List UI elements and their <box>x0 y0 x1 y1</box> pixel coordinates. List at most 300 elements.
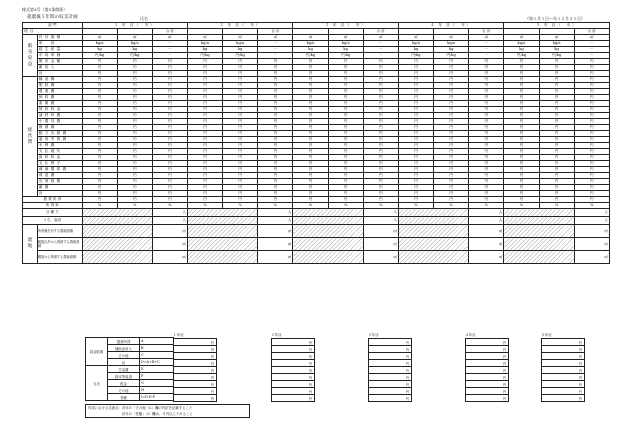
expense-unit-cell: 円 <box>398 77 433 83</box>
labor-unit-cell: 人 <box>363 209 398 217</box>
fund-row-label: 農業所得 <box>108 338 140 345</box>
land-hatched-cell <box>398 251 468 264</box>
expense-unit-cell: 円 <box>398 155 433 161</box>
expense-unit-cell: 円 <box>258 161 293 167</box>
production-unit-cell: 円 <box>328 59 363 65</box>
fund-year-cell: 円 <box>272 374 315 381</box>
rate-unit-cell: % <box>117 203 152 209</box>
expense-unit-cell: 円 <box>187 89 222 95</box>
production-unit-cell: － <box>258 41 293 47</box>
production-unit-cell: 円 <box>293 59 328 65</box>
expense-unit-cell: 円 <box>82 125 117 131</box>
expense-unit-cell: 円 <box>469 83 504 89</box>
expense-unit-cell: 円 <box>539 185 574 191</box>
expense-unit-cell: 円 <box>187 185 222 191</box>
expense-unit-cell: 円 <box>293 173 328 179</box>
expense-unit-cell: 円 <box>82 185 117 191</box>
labor-unit-cell: 人 <box>363 217 398 225</box>
production-unit-cell: 円 <box>82 71 117 77</box>
expense-unit-cell: 円 <box>539 83 574 89</box>
expense-unit-cell: 円 <box>363 119 398 125</box>
name-label: 氏名 <box>140 16 148 21</box>
expense-unit-cell: 円 <box>187 107 222 113</box>
expense-unit-cell: 円 <box>82 155 117 161</box>
production-unit-cell: － <box>363 53 398 59</box>
expense-unit-cell: 円 <box>328 113 363 119</box>
expense-row-label: 支 払 地 代 <box>37 149 82 155</box>
land-unit-cell: ㎡ <box>363 238 398 251</box>
expense-unit-cell: 円 <box>469 113 504 119</box>
expense-unit-cell: 円 <box>574 131 609 137</box>
expense-unit-cell: 円 <box>187 95 222 101</box>
expense-unit-cell: 円 <box>258 77 293 83</box>
expense-unit-cell: 円 <box>469 167 504 173</box>
expense-unit-cell: 円 <box>504 167 539 173</box>
expense-unit-cell: 円 <box>469 179 504 185</box>
expense-unit-cell: 円 <box>152 83 187 89</box>
land-hatched-cell <box>398 225 468 238</box>
expense-unit-cell: 円 <box>398 101 433 107</box>
land-row-label: 親族以外から賃借する農地面積 <box>37 238 82 251</box>
expense-unit-cell: 円 <box>539 77 574 83</box>
production-unit-cell: 円 <box>363 71 398 77</box>
period-note: （毎１月１日～年１２月３１日） <box>525 16 585 21</box>
land-hatched-cell <box>187 238 257 251</box>
expense-unit-cell: 円 <box>258 143 293 149</box>
fund-year-label: ４年目 <box>465 333 476 337</box>
production-unit-cell: kg <box>187 47 222 53</box>
expense-unit-cell: 円 <box>574 137 609 143</box>
total-header: 合 計 <box>258 29 293 35</box>
notes-box <box>85 404 250 418</box>
expense-unit-cell: 円 <box>504 179 539 185</box>
rate-unit-cell: % <box>293 203 328 209</box>
expense-unit-cell: 円 <box>223 131 258 137</box>
fund-year-label: １年目 <box>173 333 184 337</box>
expense-unit-cell: 円 <box>187 191 222 197</box>
expense-unit-cell: 円 <box>469 143 504 149</box>
year-header: １ 年 目（ 年） <box>82 23 187 29</box>
expense-unit-cell: 円 <box>363 89 398 95</box>
income-unit-cell: 円 <box>539 197 574 203</box>
production-unit-cell: 円 <box>152 65 187 71</box>
expense-unit-cell: 円 <box>328 83 363 89</box>
expense-unit-cell: 円 <box>363 95 398 101</box>
expense-unit-cell: 円 <box>223 119 258 125</box>
expense-unit-cell: 円 <box>469 191 504 197</box>
expense-unit-cell: 円 <box>504 113 539 119</box>
expense-unit-cell: 円 <box>504 89 539 95</box>
expense-unit-cell: 円 <box>398 119 433 125</box>
expense-unit-cell: 円 <box>363 83 398 89</box>
land-unit-cell: ㎡ <box>469 225 504 238</box>
rate-unit-cell: % <box>574 203 609 209</box>
rate-unit-cell: % <box>398 203 433 209</box>
fund-table <box>85 337 174 401</box>
expense-unit-cell: 円 <box>539 155 574 161</box>
production-unit-cell: kg/a <box>328 41 363 47</box>
fund-year-cell: 円 <box>369 381 412 388</box>
expense-unit-cell: 円 <box>398 131 433 137</box>
expense-unit-cell: 円 <box>504 173 539 179</box>
expense-unit-cell: 円 <box>434 125 469 131</box>
expense-unit-cell: 円 <box>187 131 222 137</box>
production-unit-cell: 円 <box>363 59 398 65</box>
expense-unit-cell: 円 <box>223 161 258 167</box>
expense-unit-cell: 円 <box>574 143 609 149</box>
expense-unit-cell: 円 <box>504 137 539 143</box>
expense-unit-cell: 円 <box>187 137 222 143</box>
income-plan-table <box>22 22 610 264</box>
income-unit-cell: 円 <box>469 197 504 203</box>
expense-unit-cell: 円 <box>469 185 504 191</box>
fund-year-cell: 円 <box>272 339 315 346</box>
expense-unit-cell: 円 <box>434 137 469 143</box>
expense-unit-cell: 円 <box>328 185 363 191</box>
fund-row-label: 税金 <box>108 380 140 387</box>
expense-unit-cell: 円 <box>223 125 258 131</box>
fund-year-cell: 円 <box>272 346 315 353</box>
production-unit-cell: ㎡ <box>258 35 293 41</box>
expense-unit-cell: 円 <box>328 107 363 113</box>
fund-year-cell: 円 <box>542 360 585 367</box>
fund-year-cell: 円 <box>369 360 412 367</box>
income-unit-cell: 円 <box>363 197 398 203</box>
labor-unit-cell: 人 <box>152 209 187 217</box>
expense-unit-cell: 円 <box>434 155 469 161</box>
expense-unit-cell: 円 <box>574 179 609 185</box>
rate-unit-cell: % <box>539 203 574 209</box>
fund-row-label: その他 <box>108 352 140 359</box>
production-unit-cell: － <box>469 41 504 47</box>
production-unit-cell: － <box>152 53 187 59</box>
expense-unit-cell: 円 <box>293 77 328 83</box>
production-unit-cell: 円 <box>398 65 433 71</box>
rate-unit-cell: % <box>434 203 469 209</box>
expense-unit-cell: 円 <box>187 125 222 131</box>
production-unit-cell: 円 <box>469 65 504 71</box>
header-section-label: 部 門 <box>23 23 83 29</box>
expense-unit-cell: 円 <box>117 149 152 155</box>
expense-unit-cell: 円 <box>152 149 187 155</box>
production-row-label: 平 均 単 価 <box>37 53 82 59</box>
expense-unit-cell: 円 <box>328 161 363 167</box>
land-unit-cell: ㎡ <box>258 225 293 238</box>
expense-unit-cell: 円 <box>469 107 504 113</box>
production-unit-cell: ㎡ <box>117 35 152 41</box>
expense-unit-cell: 円 <box>187 113 222 119</box>
labor-row-label: うち、雇用 <box>23 217 83 225</box>
production-unit-cell: 円 <box>117 59 152 65</box>
production-unit-cell: 円 <box>434 59 469 65</box>
rate-unit-cell: % <box>258 203 293 209</box>
expense-unit-cell: 円 <box>258 89 293 95</box>
production-unit-cell: kg <box>398 47 433 53</box>
expense-unit-cell: 円 <box>82 95 117 101</box>
expense-unit-cell: 円 <box>223 173 258 179</box>
expense-unit-cell: 円 <box>258 107 293 113</box>
expense-unit-cell: 円 <box>152 167 187 173</box>
expense-unit-cell: 円 <box>504 161 539 167</box>
fund-year-cell: 円 <box>369 346 412 353</box>
expense-unit-cell: 円 <box>82 191 117 197</box>
land-unit-cell: ㎡ <box>574 251 609 264</box>
expense-unit-cell: 円 <box>434 113 469 119</box>
labor-hatched-cell <box>293 209 363 217</box>
expense-unit-cell: 円 <box>539 143 574 149</box>
expense-unit-cell: 円 <box>434 179 469 185</box>
fund-year-cell: 円 <box>174 395 217 402</box>
page-title: 就農後５年間の収支計画 <box>27 15 78 20</box>
expense-unit-cell: 円 <box>328 191 363 197</box>
production-unit-cell: 円 <box>187 59 222 65</box>
fund-row-code: G <box>140 380 174 387</box>
production-unit-cell: ㎡ <box>469 35 504 41</box>
expense-unit-cell: 円 <box>223 113 258 119</box>
production-unit-cell: 円 <box>223 65 258 71</box>
labor-hatched-cell <box>398 217 468 225</box>
expense-unit-cell: 円 <box>223 155 258 161</box>
expense-unit-cell: 円 <box>223 77 258 83</box>
expense-unit-cell: 円 <box>539 89 574 95</box>
production-unit-cell: 円 <box>258 71 293 77</box>
expense-unit-cell: 円 <box>293 95 328 101</box>
land-unit-cell: ㎡ <box>363 225 398 238</box>
expense-unit-cell: 円 <box>258 83 293 89</box>
expense-unit-cell: 円 <box>117 137 152 143</box>
expense-unit-cell: 円 <box>574 185 609 191</box>
income-unit-cell: 円 <box>398 197 433 203</box>
production-unit-cell: ㎡ <box>434 35 469 41</box>
expense-row-label: 支 払 利 子 <box>37 161 82 167</box>
expense-row-label: 計 <box>37 191 82 197</box>
expense-row-label: 荷 造 費 <box>37 173 82 179</box>
production-unit-cell: 円 <box>82 59 117 65</box>
income-unit-cell: 円 <box>152 197 187 203</box>
income-label: 農 業 所 得 <box>23 197 83 203</box>
labor-hatched-cell <box>398 209 468 217</box>
production-unit-cell: kg <box>434 47 469 53</box>
expense-unit-cell: 円 <box>258 149 293 155</box>
expense-unit-cell: 円 <box>328 179 363 185</box>
rate-unit-cell: % <box>504 203 539 209</box>
fund-row-label: 資本等返済 <box>108 373 140 380</box>
income-unit-cell: 円 <box>293 197 328 203</box>
expense-unit-cell: 円 <box>328 167 363 173</box>
production-unit-cell: kg <box>328 47 363 53</box>
expense-unit-cell: 円 <box>258 137 293 143</box>
production-unit-cell: 円/kg <box>117 53 152 59</box>
income-unit-cell: 円 <box>117 197 152 203</box>
fund-year-cell: 円 <box>466 339 509 346</box>
fund-year-cell: 円 <box>369 339 412 346</box>
expense-unit-cell: 円 <box>152 119 187 125</box>
fund-year-box <box>173 338 217 402</box>
expense-unit-cell: 円 <box>574 125 609 131</box>
expense-unit-cell: 円 <box>82 113 117 119</box>
expense-unit-cell: 円 <box>363 143 398 149</box>
fund-row-code: A <box>140 338 174 345</box>
expense-unit-cell: 円 <box>398 125 433 131</box>
fund-year-cell: 円 <box>174 339 217 346</box>
expense-unit-cell: 円 <box>469 131 504 137</box>
production-row-label: 作 付 面 積 <box>37 35 82 41</box>
expense-unit-cell: 円 <box>187 161 222 167</box>
expense-unit-cell: 円 <box>539 113 574 119</box>
production-group-label: 販 売 収 益 <box>23 35 38 77</box>
expense-unit-cell: 円 <box>469 89 504 95</box>
expense-unit-cell: 円 <box>504 131 539 137</box>
expense-unit-cell: 円 <box>539 191 574 197</box>
production-unit-cell: ㎡ <box>328 35 363 41</box>
expense-unit-cell: 円 <box>574 191 609 197</box>
year-header: ２ 年 目（ 年） <box>187 23 292 29</box>
expense-unit-cell: 円 <box>258 101 293 107</box>
expense-unit-cell: 円 <box>434 83 469 89</box>
expense-unit-cell: 円 <box>469 161 504 167</box>
expense-unit-cell: 円 <box>469 101 504 107</box>
expense-unit-cell: 円 <box>398 113 433 119</box>
production-unit-cell: 円 <box>328 71 363 77</box>
expense-unit-cell: 円 <box>539 131 574 137</box>
labor-unit-cell: 人 <box>469 217 504 225</box>
expense-unit-cell: 円 <box>152 191 187 197</box>
total-header: 合 計 <box>574 29 609 35</box>
fund-year-cell: 円 <box>466 395 509 402</box>
fund-year-cell: 円 <box>542 388 585 395</box>
fund-year-cell: 円 <box>174 367 217 374</box>
expense-unit-cell: 円 <box>574 113 609 119</box>
expense-unit-cell: 円 <box>504 101 539 107</box>
fund-year-cell: 円 <box>272 353 315 360</box>
expense-unit-cell: 円 <box>363 155 398 161</box>
fund-year-cell: 円 <box>542 367 585 374</box>
expense-unit-cell: 円 <box>187 119 222 125</box>
expense-unit-cell: 円 <box>293 113 328 119</box>
expense-unit-cell: 円 <box>82 179 117 185</box>
expense-unit-cell: 円 <box>117 101 152 107</box>
expense-unit-cell: 円 <box>82 107 117 113</box>
expense-unit-cell: 円 <box>469 155 504 161</box>
expense-unit-cell: 円 <box>187 149 222 155</box>
expense-unit-cell: 円 <box>293 185 328 191</box>
production-unit-cell: － <box>152 47 187 53</box>
production-unit-cell: ㎡ <box>398 35 433 41</box>
fund-row-label: 補助金収入 <box>108 345 140 352</box>
expense-unit-cell: 円 <box>363 149 398 155</box>
expense-unit-cell: 円 <box>539 149 574 155</box>
expense-unit-cell: 円 <box>187 83 222 89</box>
fund-year-cell: 円 <box>272 381 315 388</box>
production-row-label: 雑 収 入 <box>37 65 82 71</box>
production-row-label: 計 <box>37 71 82 77</box>
expense-unit-cell: 円 <box>363 191 398 197</box>
labor-hatched-cell <box>82 217 152 225</box>
expense-unit-cell: 円 <box>223 179 258 185</box>
expense-unit-cell: 円 <box>152 155 187 161</box>
labor-hatched-cell <box>187 217 257 225</box>
expense-unit-cell: 円 <box>328 101 363 107</box>
expense-unit-cell: 円 <box>469 137 504 143</box>
expense-unit-cell: 円 <box>82 167 117 173</box>
expense-unit-cell: 円 <box>82 149 117 155</box>
expense-unit-cell: 円 <box>469 77 504 83</box>
fund-year-cell: 円 <box>466 353 509 360</box>
expense-unit-cell: 円 <box>434 185 469 191</box>
production-unit-cell: kg/a <box>187 41 222 47</box>
production-unit-cell: － <box>469 53 504 59</box>
expense-unit-cell: 円 <box>223 185 258 191</box>
fund-year-cell: 円 <box>272 360 315 367</box>
expense-unit-cell: 円 <box>434 95 469 101</box>
expense-unit-cell: 円 <box>363 173 398 179</box>
expense-unit-cell: 円 <box>117 77 152 83</box>
land-unit-cell: ㎡ <box>152 251 187 264</box>
expense-unit-cell: 円 <box>223 149 258 155</box>
expense-unit-cell: 円 <box>293 125 328 131</box>
production-unit-cell: ㎡ <box>82 35 117 41</box>
expense-unit-cell: 円 <box>504 185 539 191</box>
fund-group-label: 資金財源 <box>86 338 108 366</box>
expense-unit-cell: 円 <box>363 179 398 185</box>
fund-year-cell: 円 <box>466 360 509 367</box>
expense-unit-cell: 円 <box>328 173 363 179</box>
production-row-label: 販 売 金 額 <box>37 59 82 65</box>
production-unit-cell: 円 <box>258 59 293 65</box>
production-unit-cell: 円/kg <box>504 53 539 59</box>
expense-unit-cell: 円 <box>293 107 328 113</box>
expense-unit-cell: 円 <box>223 107 258 113</box>
expense-unit-cell: 円 <box>328 125 363 131</box>
form-id: 様式第3号（第5条関係） <box>22 7 68 12</box>
land-hatched-cell <box>293 238 363 251</box>
expense-unit-cell: 円 <box>293 191 328 197</box>
land-hatched-cell <box>187 251 257 264</box>
expense-unit-cell: 円 <box>363 125 398 131</box>
income-unit-cell: 円 <box>504 197 539 203</box>
expense-unit-cell: 円 <box>574 77 609 83</box>
fund-row-label: 計 <box>108 359 140 366</box>
production-unit-cell: ㎡ <box>152 35 187 41</box>
expense-unit-cell: 円 <box>187 167 222 173</box>
land-hatched-cell <box>82 238 152 251</box>
expense-unit-cell: 円 <box>152 95 187 101</box>
expense-unit-cell: 円 <box>434 77 469 83</box>
expense-unit-cell: 円 <box>117 155 152 161</box>
expense-unit-cell: 円 <box>187 179 222 185</box>
land-unit-cell: ㎡ <box>574 225 609 238</box>
expense-unit-cell: 円 <box>117 143 152 149</box>
expense-unit-cell: 円 <box>293 167 328 173</box>
expense-unit-cell: 円 <box>434 149 469 155</box>
land-hatched-cell <box>293 251 363 264</box>
expense-unit-cell: 円 <box>539 101 574 107</box>
labor-unit-cell: 人 <box>258 217 293 225</box>
production-row-label: 総 生 産 量 <box>37 47 82 53</box>
expense-unit-cell: 円 <box>363 161 398 167</box>
expense-unit-cell: 円 <box>258 155 293 161</box>
fund-year-cell: 円 <box>369 367 412 374</box>
expense-unit-cell: 円 <box>574 89 609 95</box>
production-unit-cell: 円 <box>187 71 222 77</box>
expense-unit-cell: 円 <box>223 167 258 173</box>
land-unit-cell: ㎡ <box>258 238 293 251</box>
expense-unit-cell: 円 <box>117 83 152 89</box>
fund-year-cell: 円 <box>542 339 585 346</box>
year-header: ３ 年 目（ 年） <box>293 23 398 29</box>
expense-unit-cell: 円 <box>363 77 398 83</box>
fund-year-box <box>271 338 315 402</box>
